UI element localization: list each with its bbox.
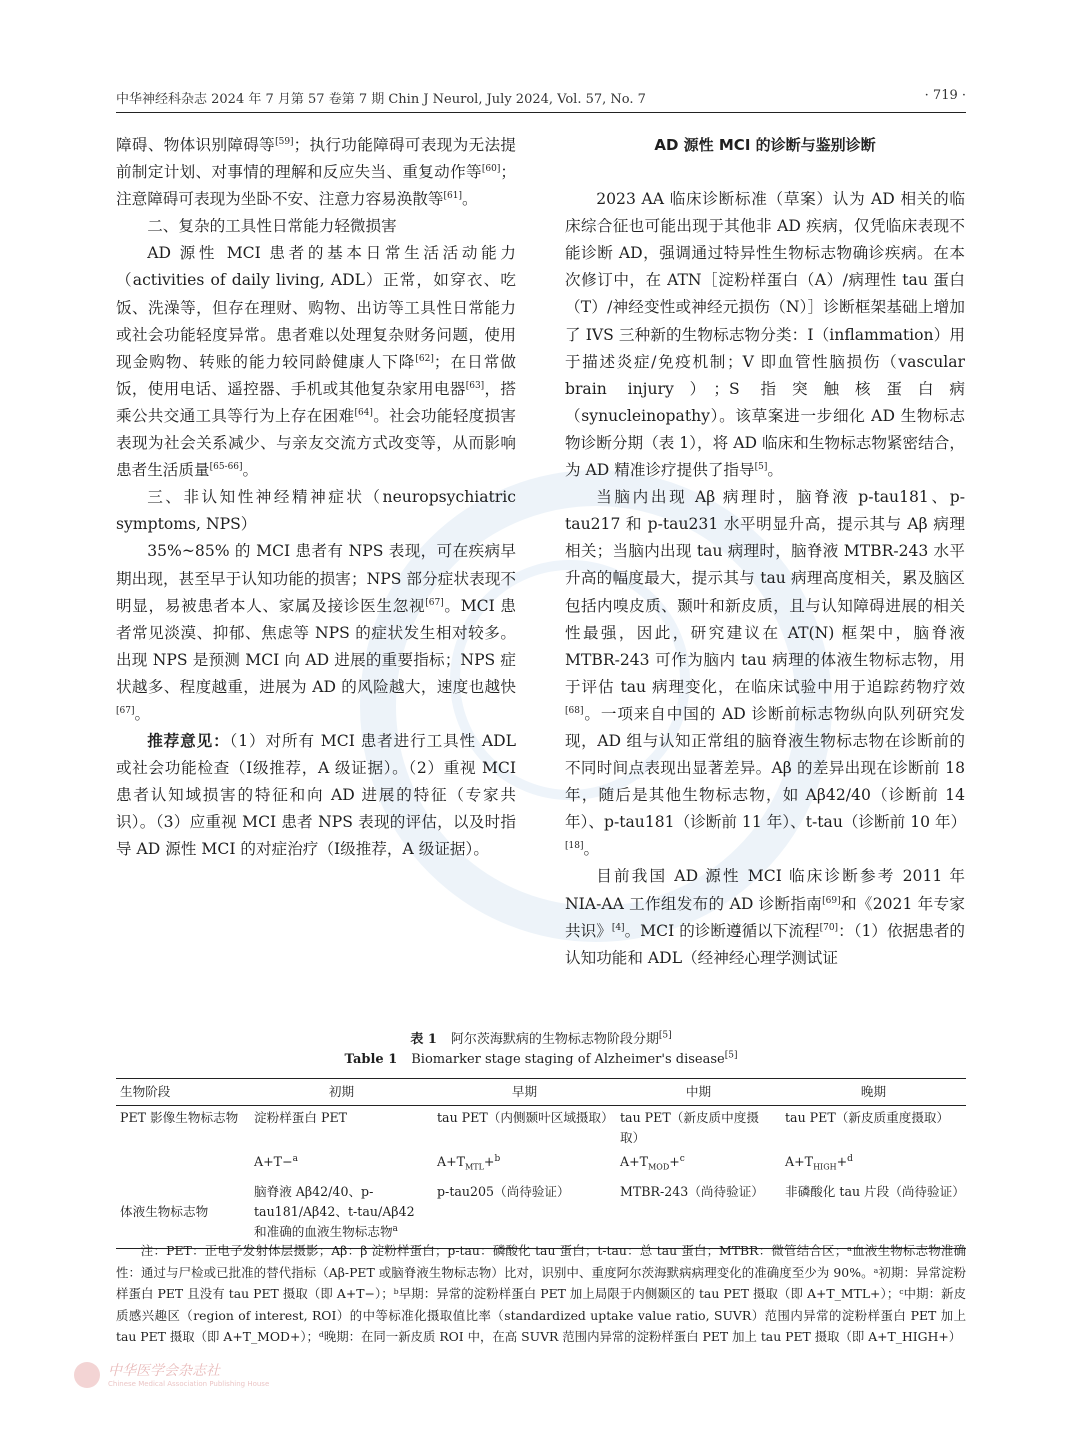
table-cell: p-tau205（尚待验证）	[433, 1180, 616, 1249]
col-header: 早期	[433, 1079, 616, 1106]
left-column	[116, 132, 516, 864]
right-column	[565, 132, 965, 972]
publisher-emblem-icon	[74, 1362, 100, 1388]
col-header: 中期	[616, 1079, 781, 1106]
table-row	[116, 1150, 966, 1180]
table-note: 注：PET：正电子发射体层摄影；Aβ：β 淀粉样蛋白；p-tau：磷酸化 tau 蛋白；t-tau：总 tau 蛋白；MTBR：微管结合区；ᵃ血液生物标志物准确性：通过与尸检或已批准的替代指标（Aβ-PET 或脑脊液生物标志物）比对，识别中、重度阿尔茨海默病病理变化的准确度至少为 90%。ᵃ初期：异常淀粉样蛋白 PET 且没有 tau PET 摄取（即 A+T−）；ᵇ早期：异常的淀粉样蛋白 PET 加上局限于内侧颞区的 tau PET 摄取（即 A+T_MTL+）；ᶜ中期：新皮质感兴趣区（region of interest, ROI）的中等标准化摄取值比率（standardized uptake value ratio, SUVR）范围内异常的淀粉样蛋白 PET 加上 tau PET 摄取（即 A+T_MOD+）；ᵈ晚期：在同一新皮质 ROI 中，在高 SUVR 范围内异常的淀粉样蛋白 PET 加上 tau PET 摄取（即 A+T_HIGH+）	[116, 1243, 966, 1344]
citation: [67]	[116, 705, 135, 716]
table-cell: 淀粉样蛋白 PET	[254, 1110, 348, 1125]
table-cell: 非磷酸化 tau 片段（尚待验证）	[781, 1180, 966, 1249]
citation: [4]	[611, 922, 625, 933]
subheading-nps: 三、非认知性神经精神症状（neuropsychiatric symptoms, NPS）	[116, 488, 516, 534]
table-cell: $A+T_{MOD}+^c$	[620, 1153, 685, 1172]
citation: [64]	[354, 407, 373, 418]
table-cell: tau PET（新皮质重度摄取）	[785, 1110, 950, 1125]
table-cell: 体液生物标志物	[116, 1180, 250, 1249]
col-header: 生物阶段	[116, 1079, 250, 1106]
recommendation-label: 推荐意见：	[147, 732, 230, 751]
table-row	[116, 1180, 966, 1249]
paragraph-cognitive-disorders: 障碍、物体识别障碍等[59]；执行功能障碍可表现为无法提前制定计划、对事情的理解和反应失当、重复动作等[60]；注意障碍可表现为坐卧不安、注意力容易涣散等[61]。	[116, 136, 516, 209]
paragraph-criteria: 2023 AA 临床诊断标准（草案）认为 AD 相关的临床综合征也可能出现于其他非 AD 疾病，仅凭临床表现不能诊断 AD，强调通过特异性生物标志物确诊疾病。在本次修订中，在 ATN［淀粉样蛋白（A）/病理性 tau 蛋白（T）/神经变性或神经元损伤（N）］诊断框架基础上增加了 IVS 三种新的生物标志物分类：I（inflammation）用于描述炎症/免疫机制；V 即血管性脑损伤（vascular brain injury）；S 指突触核蛋白病（synucleinopathy）。该草案进一步细化 AD 生物标志物诊断分期（表 1），将 AD 临床和生物标志物紧密结合，为 AD 精准诊疗提供了指导[5]。	[565, 190, 965, 480]
publisher-logo	[74, 1358, 334, 1392]
page-number: · 719 ·	[924, 88, 966, 103]
journal-citation: 中华神经科杂志 2024 年 7 月第 57 卷第 7 期 Chin J Neurol, July 2024, Vol. 57, No. 7	[116, 92, 646, 107]
table-row	[116, 1106, 966, 1151]
table-cell: 脑脊液 Aβ42/40、p-tau181/Aβ42、t-tau/Aβ42 和准确的血液生物标志物$^a$	[250, 1180, 433, 1249]
citation: [63]	[465, 380, 485, 391]
table-cell: tau PET（新皮质中度摄取）	[620, 1110, 759, 1145]
citation: [61]	[443, 191, 462, 201]
col-header: 晚期	[781, 1079, 966, 1106]
paragraph-adl: AD 源性 MCI 患者的基本日常生活活动能力（activities of daily living, ADL）正常，如穿衣、吃饭、洗澡等，但存在理财、购物、出访等工具性日常能力或社会功能轻度异常。患者难以处理复杂财务问题，使用现金购物、转账的能力较同龄健康人下降[62]；在日常做饭，使用电话、遥控器、手机或其他复杂家用电器[63]，搭乘公共交通工具等行为上存在困难[64]。社会功能轻度损害表现为社会关系减少、与亲友交流方式改变等，从而影响患者生活质量[65-66]。	[116, 244, 516, 480]
citation: [68]	[565, 705, 584, 716]
biomarker-stage-table	[116, 1078, 966, 1249]
paragraph-pathology: 当脑内出现 Aβ 病理时，脑脊液 p-tau181、p-tau217 和 p-tau231 水平明显升高，提示其与 Aβ 病理相关；当脑内出现 tau 病理时，脑脊液 MTBR-243 水平升高的幅度最大，提示其与 tau 病理高度相关，累及脑区包括内嗅皮质、颞叶和新皮质，且与认知障碍进展的相关性最强，因此，研究建议在 AT(N) 框架中，脑脊液 MTBR-243 可作为脑内 tau 病理的体液生物标志物，用于评估 tau 病理变化，在临床试验中用于追踪药物疗效[68]。一项来自中国的 AD 诊断前标志物纵向队列研究发现，AD 组与认知正常组的脑脊液生物标志物在诊断前的不同时间点表现出显著差异。Aβ 的差异出现在诊断前 18 年，随后是其他生物标志物，如 Aβ42/40（诊断前 14 年）、p-tau181（诊断前 11 年）、t-tau（诊断前 10 年）[18]。	[565, 488, 967, 859]
table-cell: tau PET（内侧颞叶区域摄取）	[437, 1110, 614, 1125]
publisher-name-en: Chinese Medical Association Publishing House	[108, 1380, 270, 1388]
table-caption-cn: 表 1 阿尔茨海默病的生物标志物阶段分期[5]	[410, 1030, 672, 1047]
citation: [62]	[415, 353, 434, 364]
col-header: 初期	[250, 1079, 433, 1106]
publisher-name: 中华医学会杂志社	[108, 1363, 220, 1379]
table-cell: PET 影像生物标志物	[120, 1110, 239, 1125]
paragraph-nps: 35%~85% 的 MCI 患者有 NPS 表现，可在疾病早期出现，甚至早于认知功能的损害；NPS 部分症状表现不明显，易被患者本人、家属及接诊医生忽视[67]。MCI 患者常见淡漠、抑郁、焦虑等 NPS 的症状发生相对较多。出现 NPS 是预测 MCI 向 AD 进展的重要指标；NPS 症状越多、程度越重，进展为 AD 的风险越大，速度也越快[67]。	[116, 542, 516, 723]
running-header	[116, 88, 966, 110]
citation: [60]	[481, 163, 501, 174]
citation: [69]	[822, 895, 841, 906]
section-title: AD 源性 MCI 的诊断与鉴别诊断	[654, 136, 876, 154]
table-header-row	[116, 1079, 966, 1106]
table-caption-en: Table 1 Biomarker stage staging of Alzheimer's disease[5]	[344, 1050, 738, 1067]
header-rule	[116, 112, 966, 113]
citation: [5]	[754, 461, 768, 472]
table-cell: $A+T_{HIGH}+^d$	[785, 1153, 853, 1172]
table-cell: $A+T_{MTL}+^b$	[437, 1153, 501, 1172]
citation: [18]	[565, 841, 584, 852]
subheading-adl: 二、复杂的工具性日常能力轻微损害	[147, 217, 397, 236]
table-cell: MTBR-243（尚待验证）	[616, 1180, 781, 1249]
paragraph-diagnosis: 目前我国 AD 源性 MCI 临床诊断参考 2011 年 NIA-AA 工作组发布的 AD 诊断指南[69]和《2021 年专家共识》[4]。MCI 的诊断遵循以下流程[70]：（1）依据患者的认知功能和 ADL（经神经心理学测试证	[565, 867, 966, 967]
recommendation: 推荐意见：（1）对所有 MCI 患者进行工具性 ADL 或社会功能检查（Ⅰ级推荐，A 级证据）。（2）重视 MCI 患者认知域损害的特征和向 AD 进展的特征（专家共识）。（3）应重视 MCI 患者 NPS 表现的评估，以及时指导 AD 源性 MCI 的对症治疗（Ⅰ级推荐，A 级证据）。	[116, 732, 516, 859]
table-cell	[116, 1150, 250, 1180]
table-cell: A+T−$^a$	[254, 1153, 298, 1169]
citation: [59]	[275, 136, 294, 147]
citation: [65-66]	[209, 461, 243, 472]
citation: [70]	[819, 922, 839, 933]
citation: [67]	[425, 597, 444, 608]
